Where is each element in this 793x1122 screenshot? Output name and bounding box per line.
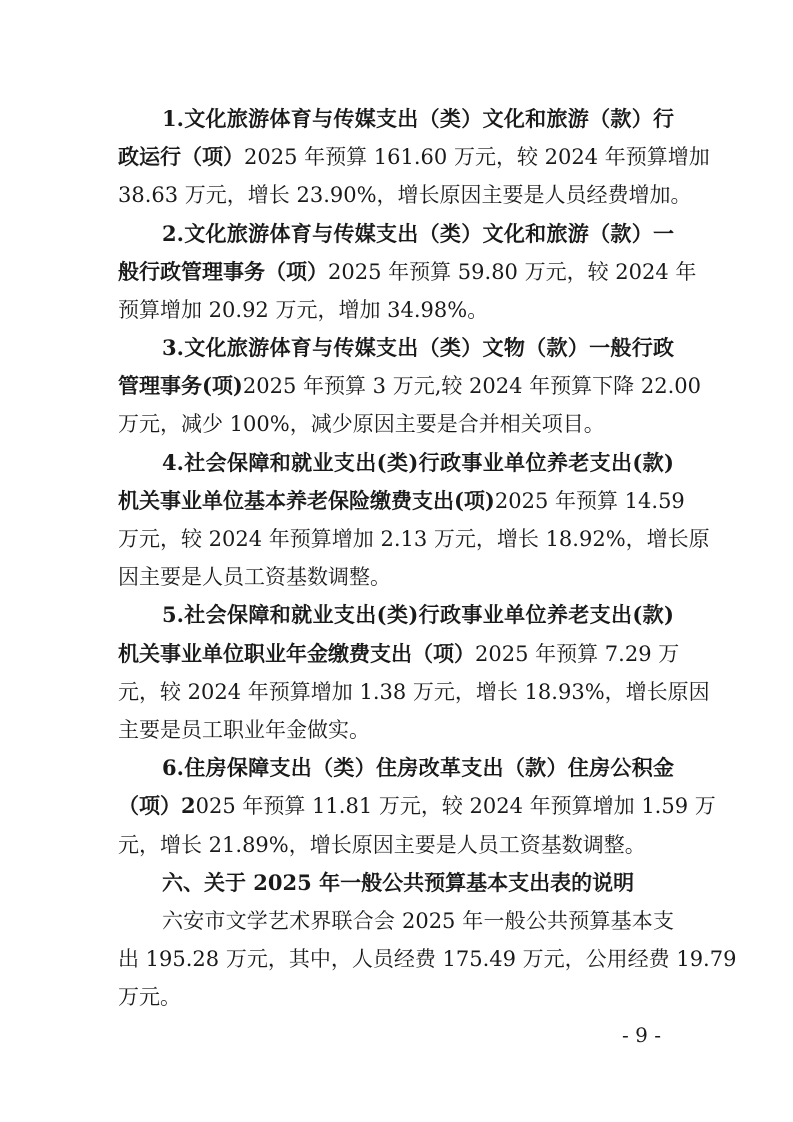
item-3-bold-tail: 管理事务(项) <box>118 373 243 398</box>
item-4-line-3 <box>118 525 710 553</box>
item-1-line-1 <box>162 105 674 133</box>
item-4-line-1 <box>162 449 674 477</box>
item-6-bold: 6.住房保障支出（类）住房改革支出（款）住房公积金 <box>162 755 674 780</box>
item-6-text-end: 元，增长 21.89%，增长原因主要是人员工资基数调整。 <box>118 833 646 857</box>
item-2-bold-tail: 般行政管理事务（项） <box>118 259 328 284</box>
item-6-bold-tail: （项）2 <box>118 793 196 818</box>
item-4-line-4 <box>118 563 391 591</box>
item-5-line-4 <box>118 716 370 744</box>
page-number: - 9 - <box>622 1023 661 1047</box>
item-4-bold: 4.社会保障和就业支出(类)行政事业单位养老支出(款) <box>162 450 674 475</box>
item-1-text: 2025 年预算 161.60 万元，较 2024 年预算增加 <box>244 145 710 169</box>
item-3-text: 2025 年预算 3 万元,较 2024 年预算下降 22.00 <box>242 374 701 398</box>
item-1-bold-tail: 政运行（项） <box>118 144 244 169</box>
item-4-text-cont: 万元，较 2024 年预算增加 2.13 万元，增长 18.92%，增长原 <box>118 527 710 551</box>
section-body-line-3: 万元。 <box>118 985 181 1009</box>
item-1-bold: 1.文化旅游体育与传媒支出（类）文化和旅游（款）行 <box>162 106 674 131</box>
item-6-line-1 <box>162 754 674 782</box>
item-5-text-cont: 元，较 2024 年预算增加 1.38 万元，增长 18.93%，增长原因 <box>118 680 710 704</box>
item-5-line-3 <box>118 678 710 706</box>
item-3-line-3 <box>118 410 605 438</box>
item-3-line-2 <box>118 372 701 400</box>
item-6-text: 025 年预算 11.81 万元，较 2024 年预算增加 1.59 万 <box>195 794 716 818</box>
item-4-line-2 <box>118 487 685 515</box>
section-heading: 六、关于 2025 年一般公共预算基本支出表的说明 <box>162 870 635 895</box>
item-2-text: 2025 年预算 59.80 万元，较 2024 年 <box>328 260 697 284</box>
item-5-line-2 <box>118 640 680 668</box>
item-1-line-2 <box>118 143 710 171</box>
item-5-text-end: 主要是员工职业年金做实。 <box>118 718 370 742</box>
item-4-bold-tail: 机关事业单位基本养老保险缴费支出(项) <box>118 488 495 513</box>
item-4-text: 2025 年预算 14.59 <box>494 489 685 513</box>
item-2-text-end: 预算增加 20.92 万元，增加 34.98%。 <box>118 298 489 322</box>
item-5-bold: 5.社会保障和就业支出(类)行政事业单位养老支出(款) <box>162 602 674 627</box>
item-5-text: 2025 年预算 7.29 万 <box>475 642 680 666</box>
item-3-text-end: 万元，减少 100%，减少原因主要是合并相关项目。 <box>118 412 605 436</box>
item-6-line-3 <box>118 831 646 859</box>
item-2-line-2 <box>118 258 697 286</box>
item-1-text-end: 38.63 万元，增长 23.90%，增长原因主要是人员经费增加。 <box>118 183 692 207</box>
item-5-bold-tail: 机关事业单位职业年金缴费支出（项） <box>118 641 475 666</box>
item-6-line-2 <box>118 792 716 820</box>
item-2-line-1 <box>162 220 674 248</box>
section-body-line-2: 出 195.28 万元，其中，人员经费 175.49 万元，公用经费 19.79 <box>118 947 737 971</box>
item-2-bold: 2.文化旅游体育与传媒支出（类）文化和旅游（款）一 <box>162 221 674 246</box>
item-4-text-end: 因主要是人员工资基数调整。 <box>118 565 391 589</box>
item-5-line-1 <box>162 601 674 629</box>
item-2-line-3 <box>118 296 488 324</box>
section-body-line-1: 六安市文学艺术界联合会 2025 年一般公共预算基本支 <box>162 909 674 933</box>
item-3-line-1 <box>162 334 674 362</box>
item-1-line-3 <box>118 181 692 209</box>
item-3-bold: 3.文化旅游体育与传媒支出（类）文物（款）一般行政 <box>162 335 674 360</box>
